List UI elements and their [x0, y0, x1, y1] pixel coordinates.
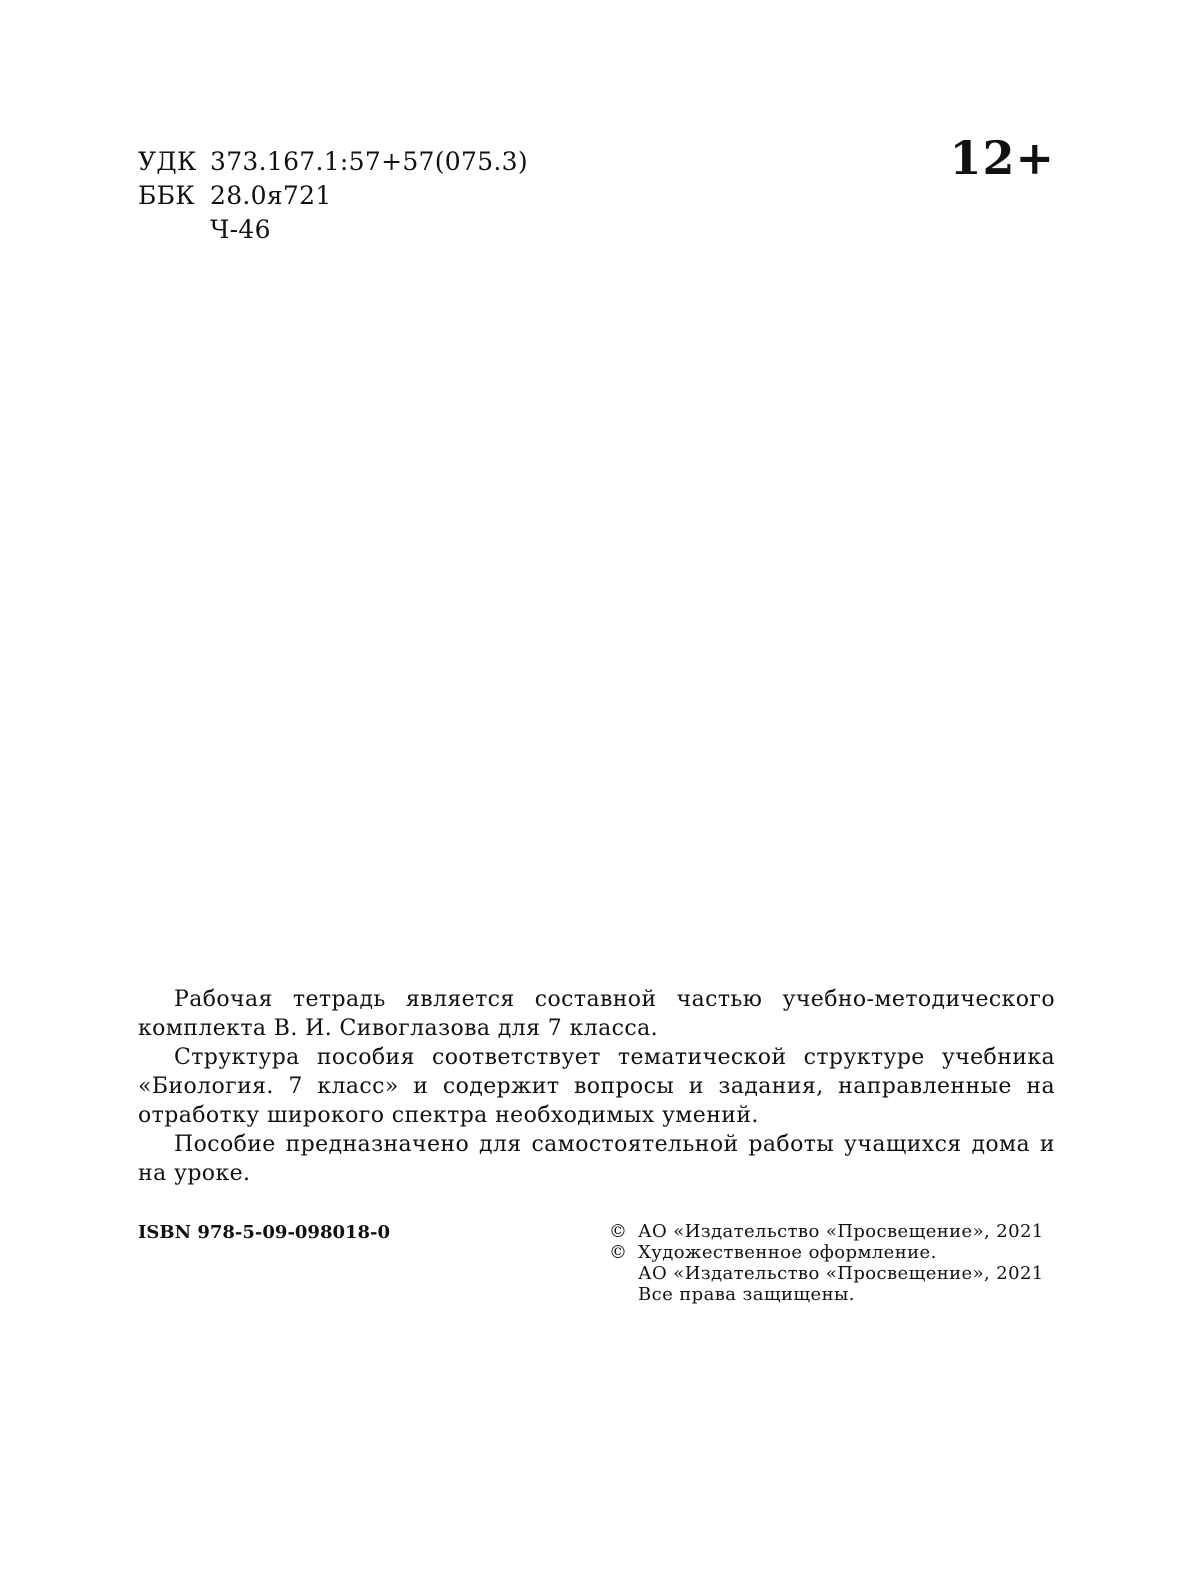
copyright-text: Художественное оформление.: [638, 1242, 937, 1263]
classification-codes: [138, 145, 528, 247]
udk-label: УДК: [138, 147, 197, 176]
age-rating: 12+: [949, 131, 1055, 185]
rights-reserved: Все права защищены.: [638, 1284, 855, 1305]
bbk-value: 28.0я721: [210, 181, 332, 210]
copyright-line-1: [609, 1221, 1059, 1242]
annotation-paragraph-2: Структура пособия соответствует тематической структуре учебника «Биология. 7 класс» и содержит вопросы и задания, направленные на отработку широкого спектра необходимых умений.: [138, 1045, 1055, 1128]
bbk-label: ББК: [138, 181, 195, 210]
udk-value: 373.167.1:57+57(075.3): [210, 147, 528, 176]
copyright-line-3: [609, 1263, 1059, 1284]
annotation-paragraph-3: Пособие предназначено для самостоятельной работы учащихся дома и на уроке.: [138, 1132, 1055, 1186]
copyright-icon: ©: [609, 1242, 628, 1263]
isbn: ISBN 978-5-09-098018-0: [138, 1222, 391, 1243]
udk-row: [138, 145, 528, 179]
copyright-text: АО «Издательство «Просвещение», 2021: [638, 1263, 1044, 1284]
bbk-row: [138, 179, 528, 213]
copyright-line-4: [609, 1284, 1059, 1305]
annotation-paragraph-1: Рабочая тетрадь является составной частью учебно-методического комплекта В. И. Сивоглазова для 7 класса.: [138, 987, 1055, 1041]
author-mark-row: [138, 213, 528, 247]
copyright-line-2: [609, 1242, 1059, 1263]
copyright-icon: ©: [609, 1221, 628, 1242]
annotation: [138, 985, 1055, 1188]
author-mark: Ч-46: [210, 215, 271, 244]
copyright-text: АО «Издательство «Просвещение», 2021: [638, 1221, 1044, 1242]
copyright-block: [609, 1221, 1059, 1305]
